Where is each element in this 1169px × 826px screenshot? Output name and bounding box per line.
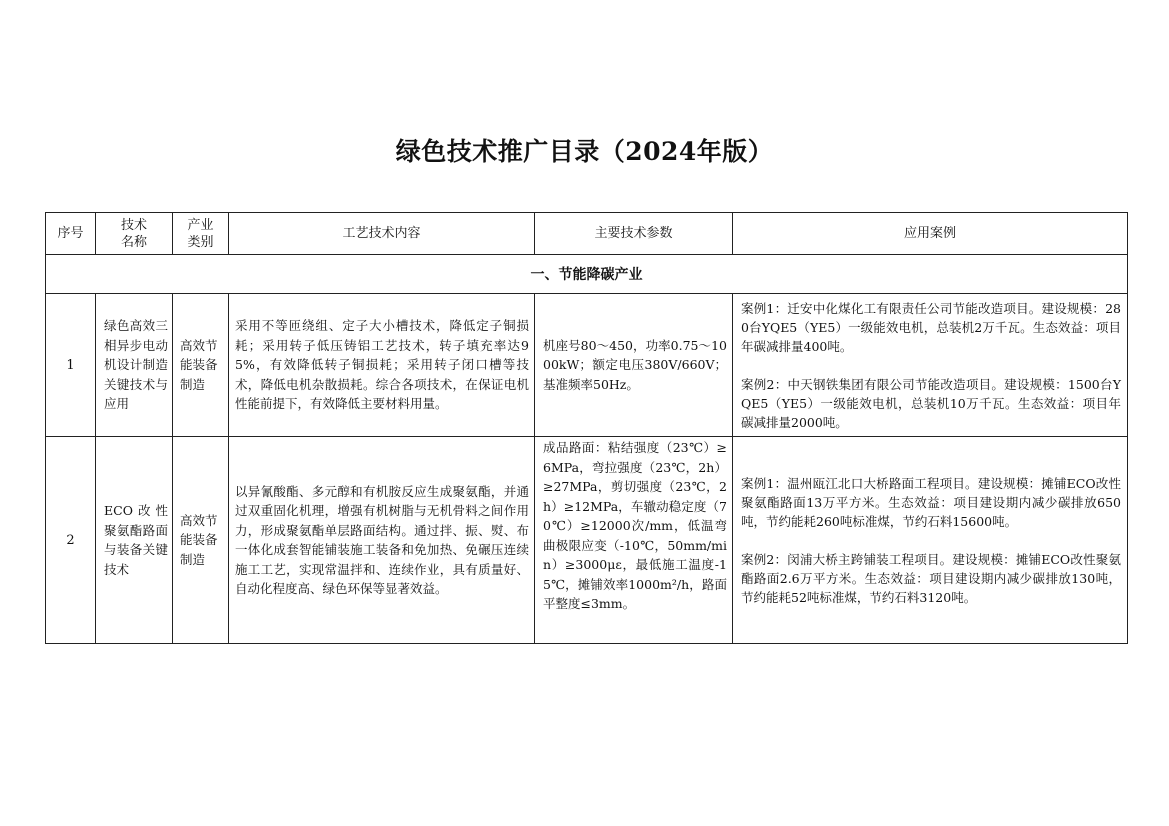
table-row: [46, 437, 1128, 644]
row-params: 成品路面：粘结强度（23℃）≥6MPa，弯拉强度（23℃，2h）≥27MPa，剪切强度（23℃，2h）≥12MPa，车辙动稳定度（70℃）≥12000次/mm，低温弯曲极限应变（-10℃，50mm/min）≥3000με，最低施工温度-15℃，摊铺效率1000m²/h，路面平整度≤3mm。: [535, 437, 733, 644]
case-item: 案例2：中天钢铁集团有限公司节能改造项目。建设规模：1500台YQE5（YE5）一级能效电机，总装机10万千瓦。生态效益：项目年碳减排量2000吨。: [741, 376, 1121, 430]
header-index: 序号: [46, 213, 96, 255]
table-header-row: [46, 213, 1128, 255]
row-cases: [733, 294, 1128, 437]
section-row: [46, 255, 1128, 294]
case-item: 案例1：温州瓯江北口大桥路面工程项目。建设规模：摊铺ECO改性聚氨酯路面13万平方米。生态效益：项目建设期内减少碳排放650吨，节约能耗260吨标准煤，节约石料15600吨。: [741, 475, 1121, 529]
header-process: 工艺技术内容: [229, 213, 535, 255]
row-category: 高效节能装备制造: [173, 294, 229, 437]
document-title: 绿色技术推广目录（2024年版）: [395, 137, 774, 166]
case-item: 案例1：迁安中化煤化工有限责任公司节能改造项目。建设规模：280台YQE5（YE5）一级能效电机，总装机2万千瓦。生态效益：项目年碳减排量400吨。: [741, 300, 1121, 354]
case-item: 案例2：闵浦大桥主跨铺装工程项目。建设规模：摊铺ECO改性聚氨酯路面2.6万平方米。生态效益：项目建设期内减少碳排放130吨，节约能耗52吨标准煤，节约石料3120吨。: [741, 551, 1121, 605]
row-tech-name: ECO改性聚氨酯路面与装备关键技术: [96, 437, 173, 644]
row-params: 机座号80～450，功率0.75～1000kW；额定电压380V/660V；基准频率50Hz。: [535, 294, 733, 437]
row-process: 以异氰酸酯、多元醇和有机胺反应生成聚氨酯，并通过双重固化机理，增强有机树脂与无机骨料之间作用力，形成聚氨酯单层路面结构。通过拌、振、熨、布一体化成套智能铺装施工装备和免加热、免碾压连续施工工艺，实现常温拌和、连续作业，具有质量好、自动化程度高、绿色环保等显著效益。: [229, 437, 535, 644]
row-index: 1: [46, 294, 96, 437]
table-row: [46, 294, 1128, 437]
header-name: 技术名称: [96, 213, 173, 255]
catalog-table: [45, 212, 1128, 644]
section-title: 一、节能降碳产业: [46, 255, 1128, 294]
row-process: 采用不等匝绕组、定子大小槽技术，降低定子铜损耗；采用转子低压铸铝工艺技术，转子填充率达95%，有效降低转子铜损耗；采用转子闭口槽等技术，降低电机杂散损耗。综合各项技术，在保证电机性能前提下，有效降低主要材料用量。: [229, 294, 535, 437]
header-cases: 应用案例: [733, 213, 1128, 255]
row-index: 2: [46, 437, 96, 644]
header-params: 主要技术参数: [535, 213, 733, 255]
header-category: 产业类别: [173, 213, 229, 255]
row-cases: [733, 437, 1128, 644]
row-tech-name: 绿色高效三相异步电动机设计制造关键技术与应用: [96, 294, 173, 437]
row-category: 高效节能装备制造: [173, 437, 229, 644]
